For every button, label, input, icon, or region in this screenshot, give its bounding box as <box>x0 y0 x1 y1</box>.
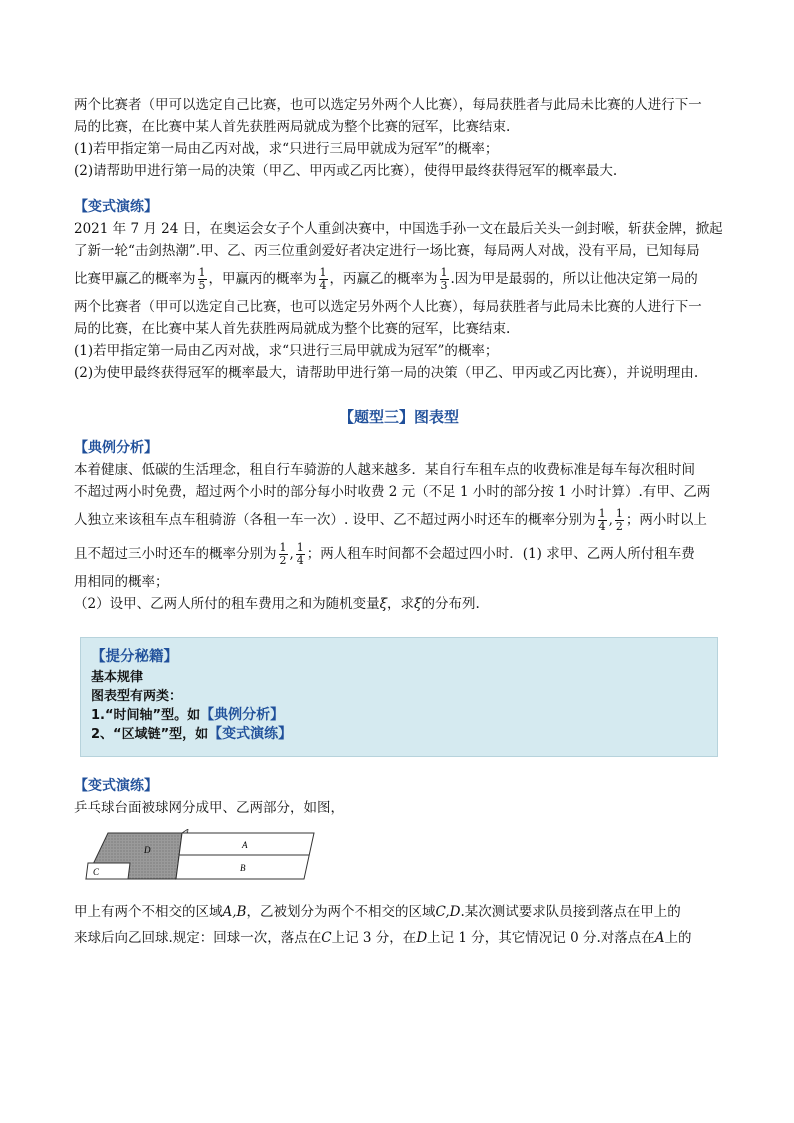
tips-heading: 【提分秘籍】 <box>91 649 178 665</box>
question-2: （2）设甲、乙两人所付的租车费用之和为随机变量ξ，求ξ的分布列. <box>74 596 480 612</box>
intro-paragraph <box>74 94 724 182</box>
text-line: 甲上有两个不相交的区域A,B，乙被划分为两个不相交的区域C,D.某次测试要求队员接到落点在甲上的 <box>74 904 681 920</box>
question-2: (2)请帮助甲进行第一局的决策（甲乙、甲丙或乙丙比赛），使得甲最终获得冠军的概率最大. <box>74 163 618 179</box>
fraction: $\frac{1}{2}$ <box>279 541 287 567</box>
text-line: 用相同的概率； <box>74 574 169 590</box>
document-page <box>74 94 724 951</box>
label-a: A <box>242 840 248 850</box>
text-line: 局的比赛，在比赛中某人首先获胜两局就成为整个比赛的冠军，比赛结束. <box>74 119 511 135</box>
text-line: 来球后向乙回球.规定：回球一次，落点在C上记 3 分，在D上记 1 分，其它情况记 0 分.对落点在A上的 <box>74 930 692 946</box>
example-heading: 【典例分析】 <box>74 440 158 456</box>
example-analysis <box>74 437 724 615</box>
tips-line: 2、“区域链”型，如【变式演练】 <box>91 726 293 742</box>
tips-line: 基本规律 <box>91 670 144 685</box>
text-line-fractions: 人独立来该租车点车租骑游（各租一车一次）. 设甲、乙不超过两小时还车的概率分别为 $\frac{1}{4}$ , $\frac{1}{2}$ ；两小时以上 <box>74 507 707 533</box>
text-line: 本着健康、低碳的生活理念，租自行车骑游的人越来越多．某自行车租车点的收费标准是每车每次租时间 <box>74 462 695 478</box>
text-line: 局的比赛，在比赛中某人首先获胜两局就成为整个比赛的冠军，比赛结束. <box>74 321 511 337</box>
table-diagram <box>78 829 318 887</box>
fraction: $\frac{1}{2}$ <box>615 507 623 533</box>
text-line: 2021 年 7 月 24 日，在奥运会女子个人重剑决赛中，中国选手孙一文在最后关头一剑封喉，斩获金牌，掀起 <box>74 221 723 237</box>
variant-practice-2 <box>74 775 724 951</box>
tips-box <box>80 637 718 757</box>
fraction: $\frac{1}{4}$ <box>319 266 327 292</box>
xi-symbol: ξ <box>379 596 388 612</box>
question-2: (2)为使甲最终获得冠军的概率最大，请帮助甲进行第一局的决策（甲乙、甲丙或乙丙比赛），并说明理由. <box>74 365 699 381</box>
variant-heading: 【变式演练】 <box>74 199 158 215</box>
text-line: 两个比赛者（甲可以选定自己比赛，也可以选定另外两个人比赛），每局获胜者与此局未比赛的人进行下一 <box>74 97 702 113</box>
variant-heading: 【变式演练】 <box>74 778 158 794</box>
variant-practice-1 <box>74 196 724 384</box>
xi-symbol: ξ <box>414 596 422 612</box>
fraction: $\frac{1}{4}$ <box>296 541 304 567</box>
fraction: $\frac{1}{5}$ <box>198 266 206 292</box>
fraction: $\frac{1}{3}$ <box>440 266 448 292</box>
question-1: (1)若甲指定第一局由乙丙对战，求“只进行三局甲就成为冠军”的概率； <box>74 141 499 157</box>
question-1: (1)若甲指定第一局由乙丙对战，求“只进行三局甲就成为冠军”的概率； <box>74 343 499 359</box>
tips-line: 图表型有两类： <box>91 689 183 704</box>
text-line: 乒乓球台面被球网分成甲、乙两部分，如图， <box>74 800 344 816</box>
section-title: 【题型三】图表型 <box>338 408 459 426</box>
text-line: 了新一轮“击剑热潮”.甲、乙、丙三位重剑爱好者决定进行一场比赛，每局两人对战，没有平局，已知每局 <box>74 243 700 259</box>
label-b: B <box>240 863 246 873</box>
text-line: 不超过两小时免费，超过两个小时的部分每小时收费 2 元（不足 1 小时的部分按 1 小时计算）.有甲、乙两 <box>74 484 711 500</box>
text-line-fractions: 且不超过三小时还车的概率分别为 $\frac{1}{2}$ , $\frac{1}{4}$ ；两人租车时间都不会超过四小时．(1) 求甲、乙两人所付租车费 <box>74 541 695 567</box>
text-line-fractions: 比赛甲赢乙的概率为 $\frac{1}{5}$ ，甲赢丙的概率为 $\frac{1}{4}$ ，丙赢乙的概率为 $\frac{1}{3}$ .因为甲是最弱的，所以让他决定第一局的 <box>74 266 698 292</box>
label-d: D <box>144 845 151 855</box>
tips-line: 1.“时间轴”型。如【典例分析】 <box>91 707 285 723</box>
ping-pong-table-figure <box>78 829 724 891</box>
fraction: $\frac{1}{4}$ <box>598 507 606 533</box>
label-c: C <box>93 867 100 877</box>
text-line: 两个比赛者（甲可以选定自己比赛，也可以选定另外两个人比赛），每局获胜者与此局未比赛的人进行下一 <box>74 299 702 315</box>
